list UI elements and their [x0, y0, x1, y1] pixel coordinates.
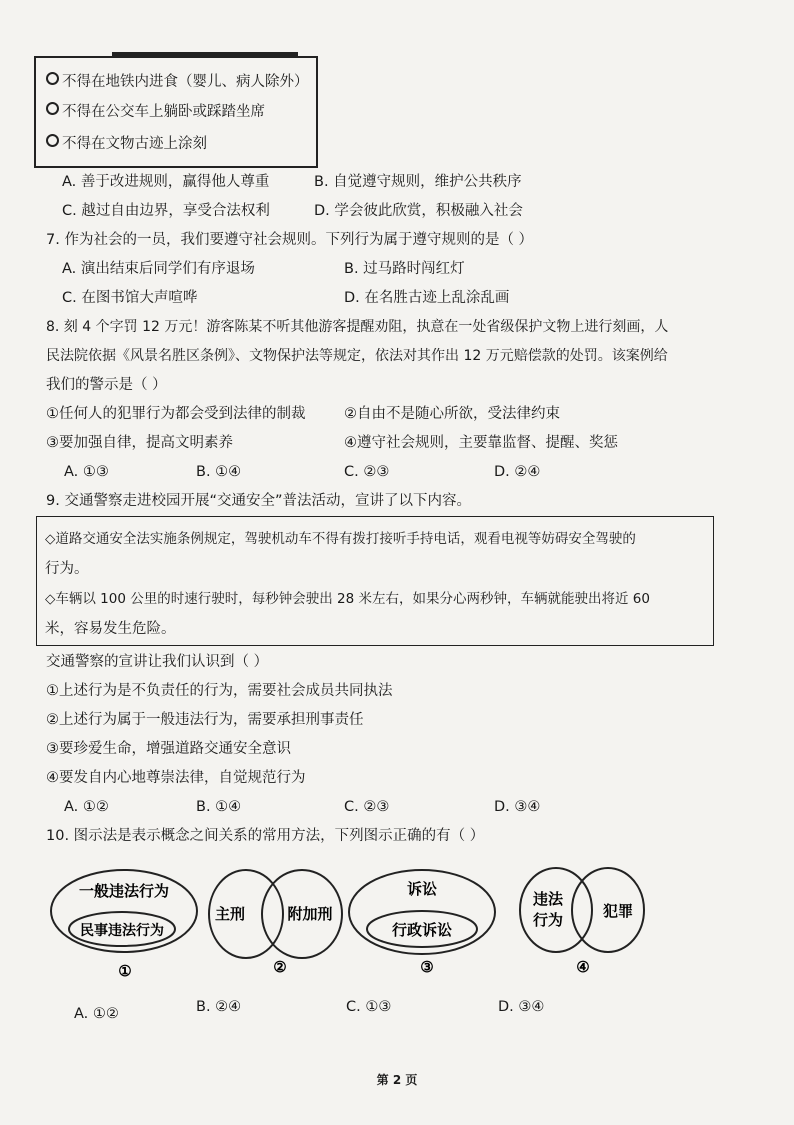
diagram-4-left-label-1: 违法: [532, 890, 564, 908]
q9-statement-3: ③要珍爱生命，增强道路交通安全意识: [46, 741, 291, 757]
q9-info-box: [36, 516, 714, 646]
q10-option-a: A. ①②: [74, 1006, 119, 1022]
q7-option-c: C. 在图书馆大声喧哗: [62, 290, 198, 306]
q7-stem: 7. 作为社会的一员，我们要遵守社会规则。下列行为属于遵守规则的是（ ）: [46, 232, 534, 248]
diagram-3-number: ③: [420, 958, 434, 976]
q8-option-a: A. ①③: [64, 464, 109, 480]
q8-statement-1: ①任何人的犯罪行为都会受到法律的制裁: [46, 406, 306, 422]
diagram-1: [51, 870, 197, 980]
rule-text: 不得在公交车上躺卧或踩踏坐席: [62, 104, 265, 120]
q7-option-d: D. 在名胜古迹上乱涂乱画: [344, 290, 510, 306]
bullet-circle-icon: [46, 72, 59, 85]
q6-option-a: A. 善于改进规则，赢得他人尊重: [62, 174, 270, 190]
q8-option-b: B. ①④: [196, 464, 242, 480]
q10-option-b: B. ②④: [196, 999, 242, 1015]
diagram-1-inner-label: 民事违法行为: [80, 923, 164, 939]
q8-statement-3: ③要加强自律，提高文明素养: [46, 435, 233, 451]
diagram-1-outer-label: 一般违法行为: [78, 882, 170, 900]
rule-text: 不得在文物古迹上涂刻: [62, 136, 207, 152]
q8-option-c: C. ②③: [344, 464, 390, 480]
diagram-2-left-label: 主刑: [214, 905, 246, 923]
diagram-2-right-label: 附加刑: [287, 905, 333, 923]
rules-box: [34, 56, 318, 168]
diagram-4-left-label-2: 行为: [532, 911, 564, 929]
bullet-circle-icon: [46, 102, 59, 115]
q9-statement-1: ①上述行为是不负责任的行为，需要社会成员共同执法: [46, 683, 393, 699]
q9-box-line1: ◇道路交通安全法实施条例规定，驾驶机动车不得有拨打接听手持电话，观看电视等妨碍安全驾驶的: [45, 531, 636, 547]
bullet-circle-icon: [46, 134, 59, 147]
q9-stem: 9. 交通警察走进校园开展“交通安全”普法活动，宣讲了以下内容。: [46, 493, 471, 509]
diagram-2: [209, 870, 342, 976]
diagram-1-number: ①: [118, 962, 132, 980]
rule-item: [46, 70, 309, 91]
q9-box-line2: 行为。: [45, 561, 89, 577]
rule-item: [46, 132, 207, 153]
q9-option-c: C. ②③: [344, 799, 390, 815]
q9-option-b: B. ①④: [196, 799, 242, 815]
q9-option-d: D. ③④: [494, 799, 541, 815]
q10-option-d: D. ③④: [498, 999, 545, 1015]
diagram-4-right-label: 犯罪: [602, 902, 634, 920]
q6-option-c: C. 越过自由边界，享受合法权利: [62, 203, 270, 219]
q9-statement-2: ②上述行为属于一般违法行为，需要承担刑事责任: [46, 712, 364, 728]
diagram-4: [520, 868, 644, 976]
q9-option-a: A. ①②: [64, 799, 109, 815]
rule-item: [46, 100, 265, 121]
q9-box-line3: ◇车辆以 100 公里的时速行驶时，每秒钟会驶出 28 米左右，如果分心两秒钟，车辆就能驶出将近 60: [45, 591, 650, 607]
diagram-3: [349, 870, 495, 976]
q9-statement-4: ④要发自内心地尊崇法律，自觉规范行为: [46, 770, 306, 786]
q8-statement-4: ④遵守社会规则，主要靠监督、提醒、奖惩: [344, 435, 618, 451]
diagram-3-inner-label: 行政诉讼: [391, 921, 453, 939]
q8-statement-2: ②自由不是随心所欲，受法律约束: [344, 406, 560, 422]
q8-option-d: D. ②④: [494, 464, 541, 480]
q8-stem-line3: 我们的警示是（ ）: [46, 377, 167, 393]
diagram-4-number: ④: [576, 958, 590, 976]
q7-option-a: A. 演出结束后同学们有序退场: [62, 261, 255, 277]
q8-stem-line2: 民法院依据《风景名胜区条例》、文物保护法等规定，依法对其作出 12 万元赔偿款的处罚。该案例给: [46, 348, 668, 364]
q10-option-c: C. ①③: [346, 999, 392, 1015]
page-number: 第 2 页: [376, 1073, 418, 1087]
q6-option-b: B. 自觉遵守规则，维护公共秩序: [314, 174, 522, 190]
diagram-3-outer-label: 诉讼: [406, 880, 438, 898]
diagram-2-number: ②: [273, 958, 287, 976]
rule-text: 不得在地铁内进食（婴儿、病人除外）: [62, 74, 309, 90]
q6-option-d: D. 学会彼此欣赏，积极融入社会: [314, 203, 523, 219]
q10-stem: 10. 图示法是表示概念之间关系的常用方法，下列图示正确的有（ ）: [46, 828, 485, 844]
q8-stem-line1: 8. 刻 4 个字罚 12 万元！游客陈某不听其他游客提醒劝阻，执意在一处省级保护文物上进行刻画，人: [46, 319, 669, 335]
q10-diagrams: [0, 860, 794, 990]
q9-lead: 交通警察的宣讲让我们认识到（ ）: [46, 654, 269, 670]
q7-option-b: B. 过马路时闯红灯: [344, 261, 465, 277]
q9-box-line4: 米，容易发生危险。: [45, 621, 176, 637]
